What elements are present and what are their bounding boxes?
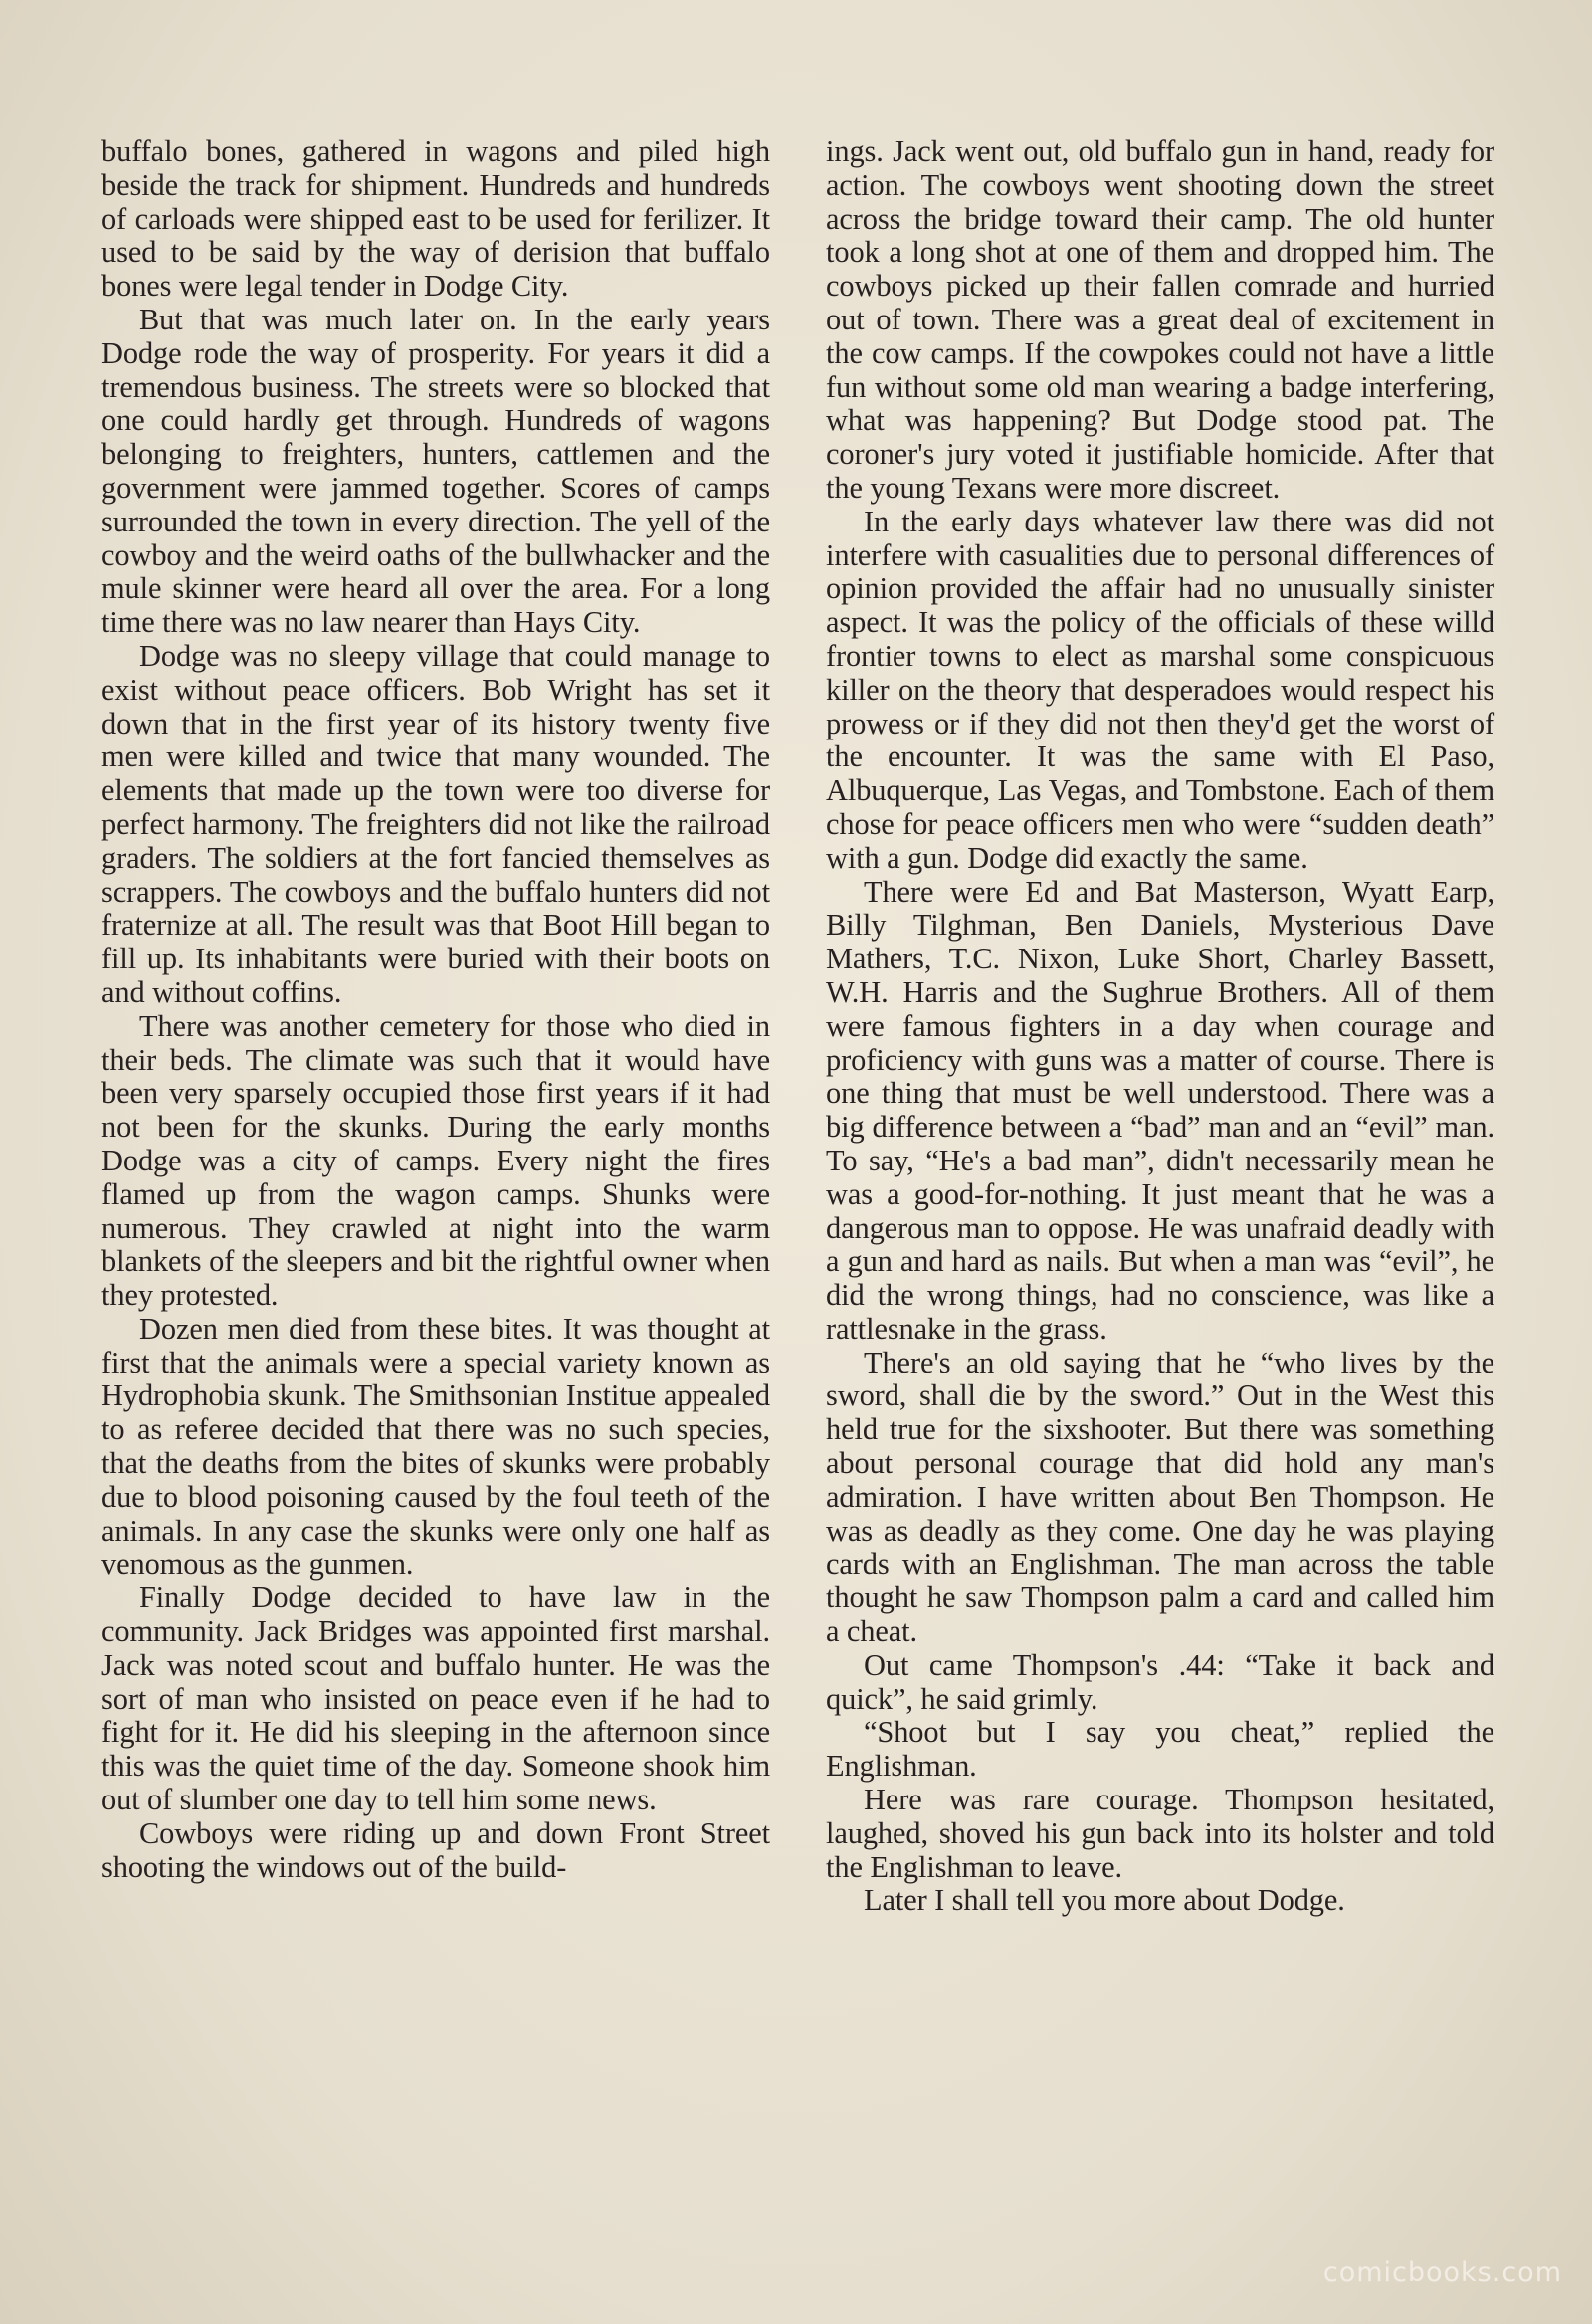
paragraph: buffalo bones, gathered in wagons and piled high beside the track for shipment. Hundreds and hundreds of carloads were shipped east to be used for ferilizer. It used to be said by the way of derision that buffalo bones were legal tender in Dodge City. [101,134,770,304]
paragraph: ings. Jack went out, old buffalo gun in hand, ready for action. The cowboys went shooting down the street across the bridge toward their camp. The old hunter took a long shot at one of them and dropped him. The cowboys picked up their fallen comrade and hurried out of town. There was a great deal of excitement in the cow camps. If the cowpokes could not have a little fun without some old man wearing a badge interfering, what was happening? But Dodge stood pat. The coroner's jury voted it justifiable homicide. After that the young Texans were more discreet. [826,134,1494,505]
watermark: comicbooks.com [1322,2257,1562,2288]
paragraph: Dozen men died from these bites. It was thought at first that the animals were a special variety known as Hydrophobia skunk. The Smithsonian Institue appealed to as referee decided that there was no such species, that the deaths from the bites of skunks were probably due to blood poisoning caused by the foul teeth of the animals. In any case the skunks were only one half as venomous as the gunmen. [101,1311,770,1582]
paragraph: Dodge was no sleepy village that could manage to exist without peace officers. Bob Wright has set it down that in the first year of its history twenty five men were killed and twice that many wounded. The elements that made up the town were too diverse for perfect harmony. The freighters did not like the railroad graders. The soldiers at the fort fancied themselves as scrappers. The cowboys and the buffalo hunters did not fraternize at all. The result was that Boot Hill began to fill up. Its inhabitants were buried with their boots on and without coffins. [101,638,770,1009]
paragraph: Finally Dodge decided to have law in the community. Jack Bridges was appointed first marshal. Jack was noted scout and buffalo hunter. He was the sort of man who insisted on peace even if he had to fight for it. He did his sleeping in the afternoon since this was the quiet time of the day. Someone shook him out of slumber one day to tell him some news. [101,1581,770,1817]
paragraph: Later I shall tell you more about Dodge. [864,1883,1345,1918]
paragraph: Here was rare courage. Thompson hesitated, laughed, shoved his gun back into its holster and told the Englishman to leave. [826,1783,1494,1884]
right-column [826,135,1494,1918]
paragraph: Cowboys were riding up and down Front Street shooting the windows out of the build- [101,1815,770,1884]
paragraph: In the early days whatever law there was did not interfere with casualities due to personal differences of opinion provided the affair had no unusually sinister aspect. It was the policy of the officials of these willd frontier towns to elect as marshal some conspicuous killer on the theory that desperadoes would respect his prowess or if they did not then they'd get the worst of the encounter. It was the same with El Paso, Albuquerque, Las Vegas, and Tombstone. Each of them chose for peace officers men who were “sudden death” with a gun. Dodge did exactly the same. [826,504,1494,875]
paragraph: There's an old saying that he “who lives by the sword, shall die by the sword.” Out in the West this held true for the sixshooter. But there was something about personal courage that did hold any man's admiration. I have written about Ben Thompson. He was as deadly as they come. One day he was playing cards with an Englishman. The man across the table thought he saw Thompson palm a card and called him a cheat. [826,1345,1494,1649]
left-column [101,135,770,1884]
paragraph: There was another cemetery for those who died in their beds. The climate was such that it would have been very sparsely occupied those first years if it had not been for the skunks. During the early months Dodge was a city of camps. Every night the fires flamed up from the wagon camps. Shunks were numerous. They crawled at night into the warm blankets of the sleepers and bit the rightful owner when they protested. [101,1008,770,1313]
paragraph: Out came Thompson's .44: “Take it back and quick”, he said grimly. [826,1647,1494,1716]
paragraph: But that was much later on. In the early years Dodge rode the way of prosperity. For years it did a tremendous business. The streets were so blocked that one could hardly get through. Hundreds of wagons belonging to freighters, hunters, cattlemen and the government were jammed together. Scores of camps surrounded the town in every direction. The yell of the cowboy and the weird oaths of the bullwhacker and the mule skinner were heard all over the area. For a long time there was no law nearer than Hays City. [101,302,770,640]
paragraph: There were Ed and Bat Masterson, Wyatt Earp, Billy Tilghman, Ben Daniels, Mysterious Dave Mathers, T.C. Nixon, Luke Short, Charley Bassett, W.H. Harris and the Sughrue Brothers. All of them were famous fighters in a day when courage and proficiency with guns was a matter of course. There is one thing that must be well understood. There was a big difference between a “bad” man and an “evil” man. To say, “He's a bad man”, didn't necessarily mean he was a good-for-nothing. It just meant that he was a dangerous man to oppose. He was unafraid deadly with a gun and hard as nails. But when a man was “evil”, he did the wrong things, had no conscience, was like a rattlesnake in the grass. [826,874,1494,1346]
paragraph: “Shoot but I say you cheat,” replied the Englishman. [826,1715,1494,1784]
